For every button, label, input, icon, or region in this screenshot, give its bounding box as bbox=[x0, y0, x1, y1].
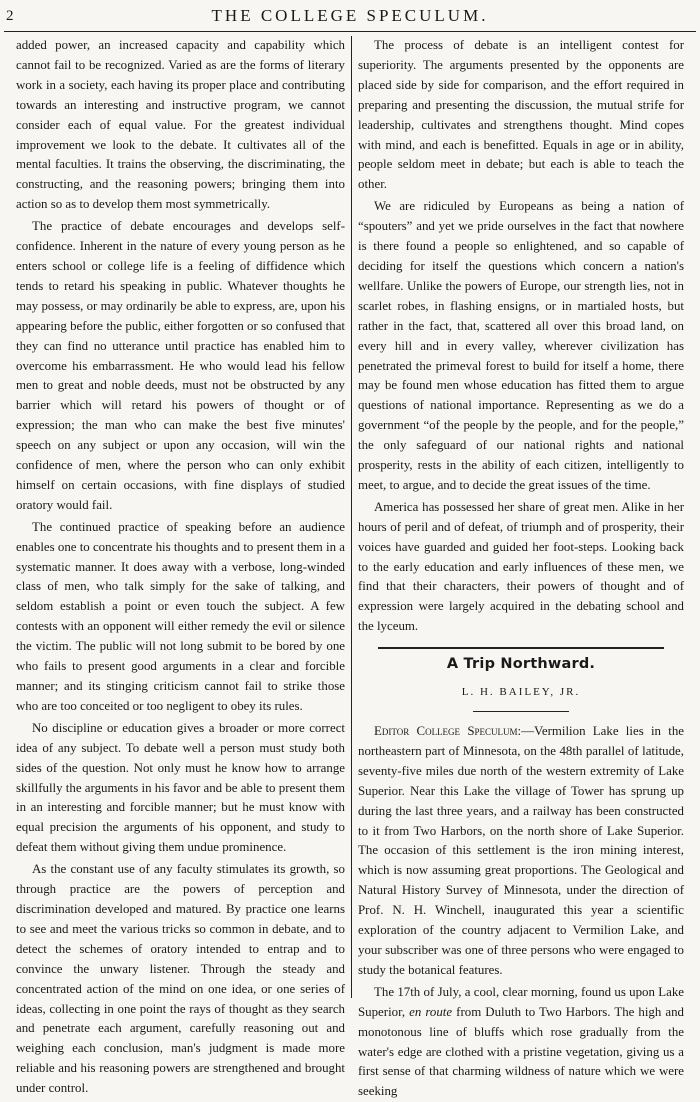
left-column bbox=[16, 36, 345, 1096]
article-paragraph bbox=[358, 722, 684, 981]
page-header bbox=[0, 4, 700, 30]
salutation: Editor College Speculum: bbox=[374, 724, 522, 738]
paragraph-text: The 17th of July, a cool, clear morning, found us upon Lake Superior, bbox=[358, 984, 684, 1019]
article-rule-top bbox=[378, 647, 664, 649]
column-divider bbox=[351, 36, 352, 998]
italic-phrase: en route bbox=[409, 1004, 453, 1019]
paragraph: No discipline or education gives a broader or more correct idea of any subject. To debate well a person must study both sides of the question. Not only must he know how to arrange skillfully the arguments in his favor and be able to present them in an interesting and forcible manner; but he must know with equal precision the arguments of his opponent, and study to defeat them without giving them undue prominence. bbox=[16, 720, 345, 855]
paragraph: America has possessed her share of great men. Alike in her hours of peril and of defeat, of triumph and of prosperity, their voices have guarded and guided her foot-steps. Looking back to the early education and early influences of these men, we find that their characters, their powers of thought and of expression were largely acquired in the debating school and the lyceum. bbox=[358, 499, 684, 634]
page-number: 2 bbox=[6, 8, 14, 24]
paragraph-text: —Vermilion Lake lies in the northeastern part of Minnesota, on the 48th parallel of latitude, seventy-five miles due north of the western extremity of Lake Superior. Near this Lake the village of Tower has sprung up during the last three years, and a railway has been constructed to it from Two Harbors, on the north shore of Lake Superior. The occasion of this settlement is the iron mining interest, which is now assuming great proportions. The Geological and Natural History Survey of Minnesota, under the direction of Prof. N. H. Winchell, inaugurated this year a scientific exploration of the country adjacent to Vermilion Lake, and your subscriber was one of three persons who were engaged to study the botanical features. bbox=[358, 724, 684, 977]
paragraph: We are ridiculed by Europeans as being a nation of “spouters” and yet we pride ourselves in the fact that nowhere is there found a people so enlightened, and so capable of deciding for itself the questions which concern a nation's wellfare. Unlike the powers of Europe, our strength lies, not in scarlet robes, in flashing ensigns, or in martialed hosts, but rather in the fact, that, scattered all over this broad land, on every hill and in every valley, wherever civilization has penetrated the primeval forest to build for itself a home, there may be found men whose education has fitted them to argue questions of national importance. Representing as we do a government “of the people by the people, and for the people,” the only safeguard of our national rights and national prosperity, rests in the ability of each citizen, intelligently to meet, to argue, and to decide the great issues of the time. bbox=[358, 199, 684, 492]
paragraph: added power, an increased capacity and capability which cannot fail to be recognized. Varied as are the forms of literary work in a society, each having its proper place and contributing towards an interesting and instructive program, we cannot consider each of equal value. For the greatest individual improvement we look to the debate. It cultivates all of the mental faculties. It trains the observing, the discriminating, the constructing, and the reasoning powers; bringing them into action so as to develop them most symmetrically. bbox=[16, 38, 345, 212]
header-rule bbox=[4, 31, 696, 32]
article-author: L. H. BAILEY, JR. bbox=[461, 686, 581, 699]
article-rule-bottom bbox=[473, 711, 569, 712]
article-paragraph bbox=[358, 983, 684, 1102]
article-title: A Trip Northward. bbox=[446, 656, 596, 673]
paragraph-text: from Duluth to Two Harbors. The high and monotonous line of bluffs which rose gradually from the water's edge are clothed with a pristine vegetation, giving us a first sense of that charming wildness of nature which we were seeking bbox=[358, 1004, 684, 1099]
paragraph: The process of debate is an intelligent contest for superiority. The arguments presented by the opponents are placed side by side for comparison, and the effort required in preparing and presenting the discussion, the mutual strife for leadership, cultivates and strengthens thought. Mind copes with mind, and each is benefitted. Equals in age or in ability, people seldom meet in debate; but each is able to teach the other. bbox=[358, 38, 684, 192]
running-head: THE COLLEGE SPECULUM. bbox=[211, 6, 489, 25]
paragraph: The practice of debate encourages and develops self-confidence. Inherent in the nature of every young person as he enters school or college life is a feeling of diffidence which tends to retard his speaking in public. Whatever thoughts he may possess, or may ordinarily be able to express, are, upon his appearing before the public, either forgotten or so confused that they can find no utterance until practice has enabled him to overcome his embarrassment. He who would lead his fellow men to great and noble deeds, must not be obstructed by any barrier which will retard his powers of thought or of expression; the man who can make the best five minutes' speech on any subject or upon any occasion, will win the confidence of men, where the person who can only exhibit himself on certain occasions, with fine displays of studied oratory would fail. bbox=[16, 219, 345, 512]
paragraph: As the constant use of any faculty stimulates its growth, so through practice are the powers of perception and discrimination developed and matured. By practice one learns to see and meet the various tricks so common in debate, and to detect the schemes of oratory intended to entrap and to convince the unwary listener. Through the steady and concentrated action of the mind on one idea, or one series of ideas, collecting in one point the rays of thought as they search and penetrate each argument, carefully reasoning out and weighing each conclusion, man's judgment is made more reliable and his reasoning powers are strengthened and brought under control. bbox=[16, 862, 345, 1096]
paragraph: The continued practice of speaking before an audience enables one to concentrate his thoughts and to present them in a systematic manner. It does away with a verbose, long-winded class of men, who talk simply for the sake of talking, and seldom establish a point or even touch the subject. A few contests with an opponent will either remedy the evil or silence the victim. The public will not long submit to be bored by one who fails to present good arguments in a clear and forcible manner; and its stinging criticism cannot fail to strike those who are too conceited or too negligent to obey its rules. bbox=[16, 519, 345, 713]
right-column bbox=[358, 36, 684, 1099]
